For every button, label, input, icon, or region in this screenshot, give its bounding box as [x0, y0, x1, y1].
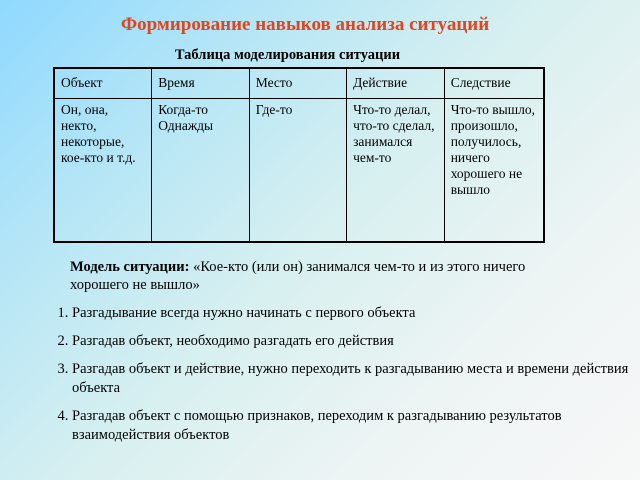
header-time: Время — [152, 68, 250, 99]
model-label: Модель ситуации: — [70, 259, 190, 275]
header-action: Действие — [347, 68, 445, 99]
cell-time: Когда-то Однажды — [152, 99, 250, 243]
list-item: 1. Разгадывание всегда нужно начинать с первого объекта — [72, 304, 632, 323]
cell-action: Что-то делал, что-то сделал, занимался чем-то — [347, 99, 445, 243]
header-place: Место — [249, 68, 346, 99]
list-item: 4. Разгадав объект с помощью признаков, переходим к разгадыванию результатов взаимодействия объектов — [72, 407, 632, 445]
list-item: 2. Разгадав объект, необходимо разгадать его действия — [72, 332, 632, 351]
header-object: Объект — [54, 68, 152, 99]
list-item: 3. Разгадав объект и действие, нужно переходить к разгадыванию места и времени действия объекта — [72, 360, 632, 398]
model-text: «Кое-кто (или он) занимался чем-то и из этого ничего хорошего не вышло» — [70, 259, 526, 293]
cell-consequence: Что-то вышло, произошло, получилось, ничего хорошего не вышло — [444, 99, 544, 243]
situation-model — [70, 258, 530, 294]
table-row — [54, 99, 544, 243]
header-consequence: Следствие — [444, 68, 544, 99]
slide-title: Формирование навыков анализа ситуаций — [120, 14, 490, 35]
table-caption: Таблица моделирования ситуации — [174, 47, 401, 63]
cell-place: Где-то — [249, 99, 346, 243]
cell-object: Он, она, некто, некоторые, кое-кто и т.д. — [54, 99, 152, 243]
situation-table — [53, 67, 545, 243]
rules-list — [30, 304, 632, 454]
table-header-row — [54, 68, 544, 99]
